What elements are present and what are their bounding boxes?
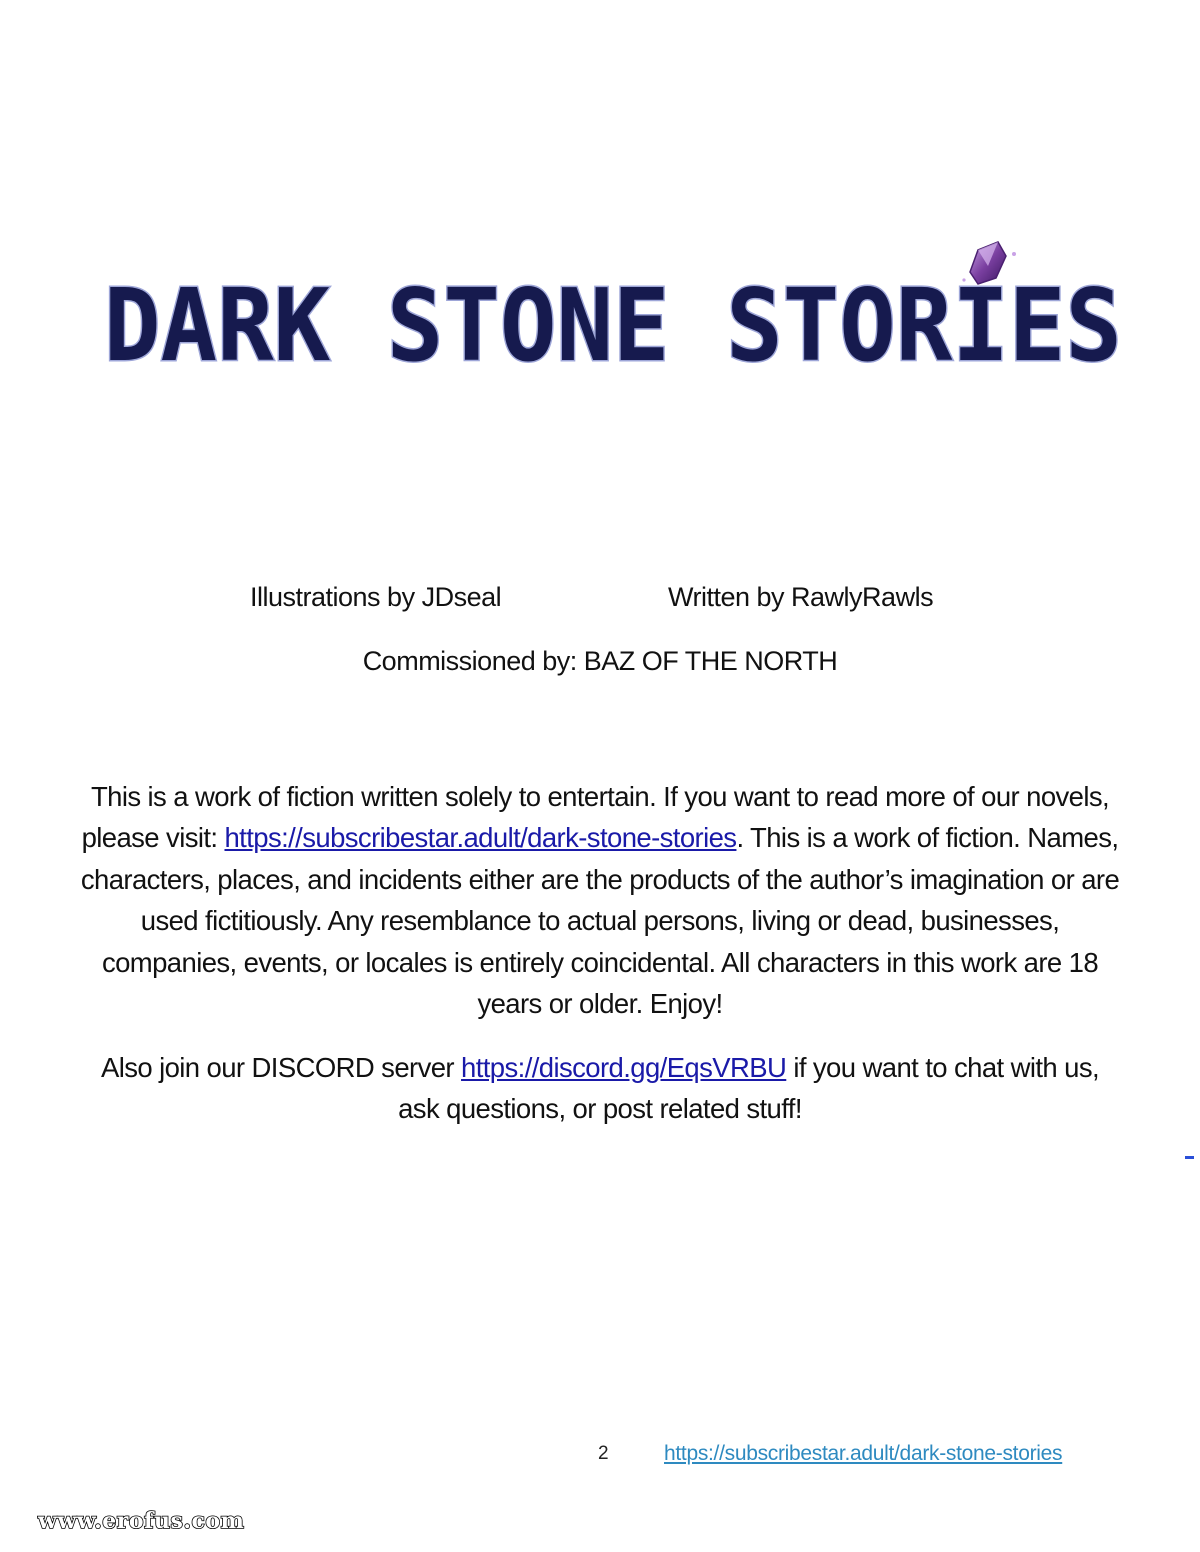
site-watermark: www.erofus.com xyxy=(38,1508,245,1534)
discord-text-end: if you want to chat with us, ask questions, or post related stuff! xyxy=(398,1052,1100,1125)
writer-credit: Written by RawlyRawls xyxy=(668,582,934,612)
fiction-disclaimer xyxy=(80,776,1120,1024)
discord-link[interactable]: https://discord.gg/EqsVRBU xyxy=(461,1052,787,1083)
margin-mark xyxy=(1185,1156,1194,1159)
disclaimer-text-start: This is a work of fiction written solely to entertain. If you want to read more of our novels, please visit: xyxy=(81,781,1110,854)
discord-text-start: Also join our DISCORD server xyxy=(100,1052,462,1083)
disclaimer-text-end: . This is a work of fiction. Names, characters, places, and incidents either are the products of the author’s imagination or are used fictitiously. Any resemblance to actual persons, living or dead, businesses, companies, events, or locales is entirely coincidental. All characters in this work are 18 years or older. Enjoy! xyxy=(80,822,1120,1020)
page-number: 2 xyxy=(598,1443,609,1464)
discord-invite xyxy=(80,1047,1120,1130)
illustrator-credit: Illustrations by JDseal xyxy=(250,582,502,612)
subscribestar-link[interactable]: https://subscribestar.adult/dark-stone-stories xyxy=(224,822,737,854)
commissioned-credit: Commissioned by: BAZ OF THE NORTH xyxy=(362,646,838,676)
dark-stone-stories-logo xyxy=(98,232,1128,392)
logo-text: DARK STONE STORIES xyxy=(104,267,1122,384)
credits-row xyxy=(0,582,1200,622)
footer-subscribestar-link[interactable]: https://subscribestar.adult/dark-stone-stories xyxy=(664,1442,1063,1465)
